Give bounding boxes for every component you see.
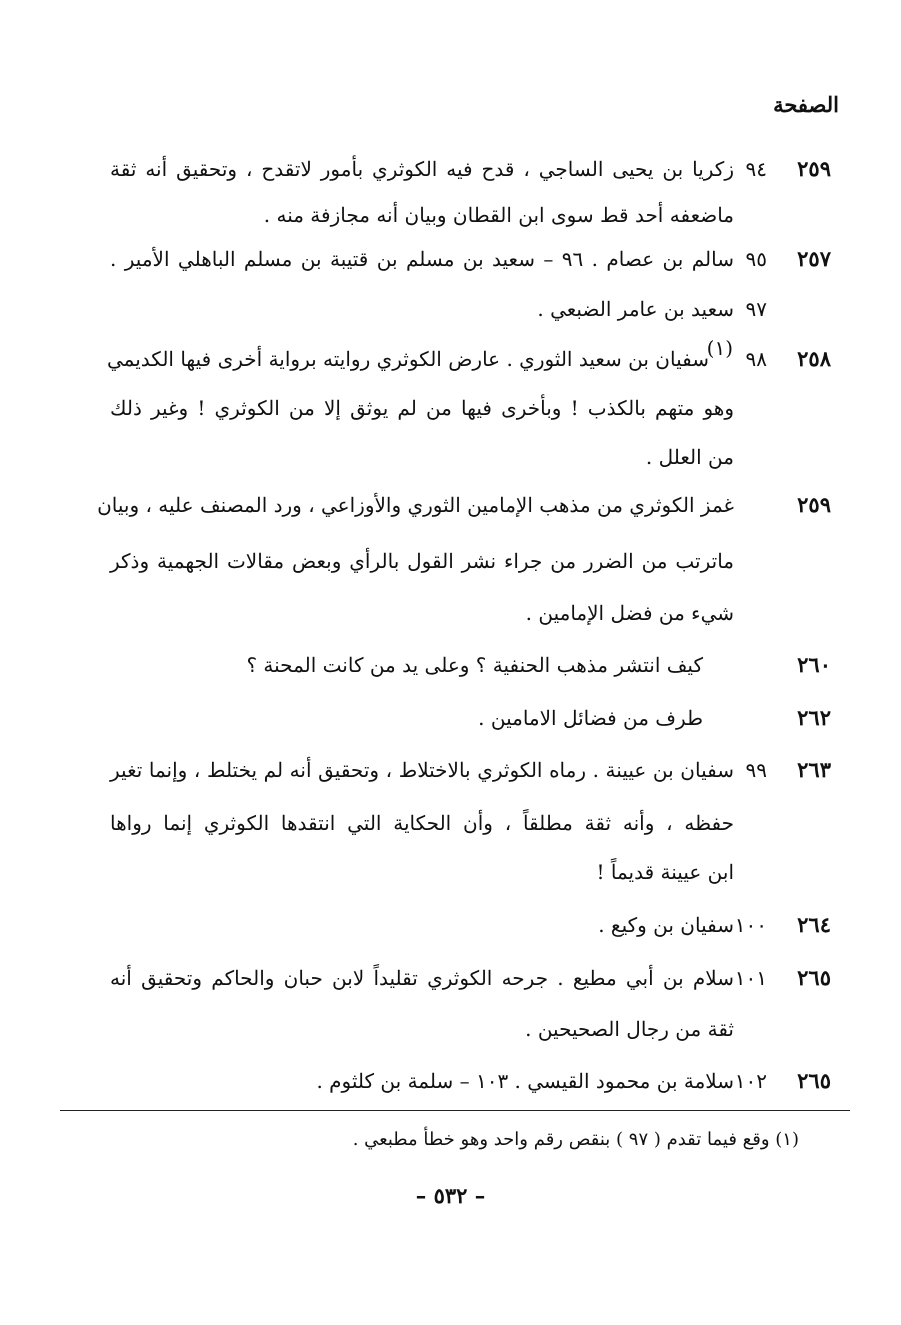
entry-number: ١٠٠ [734, 913, 767, 937]
page-reference: ٢٥٩ [797, 492, 831, 517]
page-column-header: الصفحة [773, 92, 839, 117]
entry-text-line: ابن عيينة قديماً ! [596, 860, 734, 884]
entry-number: ٩٨ [745, 347, 767, 371]
entry-text-line: طرف من فضائل الامامين . [478, 706, 703, 730]
entry-number: ٩٤ [745, 157, 767, 181]
page-reference: ٢٦٤ [797, 912, 831, 937]
page-reference: ٢٦٠ [797, 652, 831, 677]
entry-number: ٩٩ [745, 758, 767, 782]
entry-text-line: سفيان بن عيينة . رماه الكوثري بالاختلاط ، وتحقيق أنه لم يختلط ، وإنما تغير [110, 758, 734, 782]
entry-number: ٩٥ [745, 247, 767, 271]
footnote-divider [60, 1110, 850, 1111]
entry-text-line: سلامة بن محمود القيسي . ١٠٣ – سلمة بن كلثوم . [316, 1069, 734, 1093]
entry-text-line: وهو متهم بالكذب ! وبأخرى فيها من لم يوثق إلا من الكوثري ! وغير ذلك [110, 396, 734, 420]
entry-text-line: ثقة من رجال الصحيحين . [525, 1017, 734, 1041]
entry-text-line: سفيان بن سعيد الثوري . عارض الكوثري روايته برواية أخرى فيها الكديمي [106, 347, 709, 371]
entry-text-line: سالم بن عصام . ٩٦ – سعيد بن مسلم بن قتيبة بن مسلم الباهلي الأمير . [110, 247, 734, 271]
page-reference: ٢٦٢ [797, 705, 831, 730]
page-reference: ٢٦٣ [797, 757, 831, 782]
entry-number: ١٠٢ [734, 1069, 767, 1093]
entry-text-line: سفيان بن وكيع . [598, 913, 734, 937]
footnote: (١) وقع فيما تقدم ( ٩٧ ) بنقص رقم واحد وهو خطأ مطبعي . [352, 1129, 799, 1150]
entry-text-line: شيء من فضل الإمامين . [525, 601, 734, 625]
page-reference: ٢٦٥ [797, 1068, 831, 1093]
entry-number: ١٠١ [734, 966, 767, 990]
entry-text-line: زكريا بن يحيى الساجي ، قدح فيه الكوثري بأمور لاتقدح ، وتحقيق أنه ثقة [110, 157, 734, 181]
entry-text-line: ماضعفه أحد قط سوى ابن القطان وبيان أنه مجازفة منه . [263, 203, 734, 227]
page-reference: ٢٦٥ [797, 965, 831, 990]
page-reference: ٢٥٩ [797, 156, 831, 181]
entry-text-line: سلام بن أبي مطيع . جرحه الكوثري تقليداً لابن حبان والحاكم وتحقيق أنه [110, 966, 734, 990]
entry-text-line: حفظه ، وأنه ثقة مطلقاً ، وأن الحكاية التي انتقدها الكوثري إنما رواها [110, 811, 734, 835]
entry-text-line: كيف انتشر مذهب الحنفية ؟ وعلى يد من كانت المحنة ؟ [246, 653, 703, 677]
footnote-marker: (١) [706, 336, 733, 360]
entry-text-line: سعيد بن عامر الضبعي . [537, 297, 734, 321]
entry-text-line: غمز الكوثري من مذهب الإمامين الثوري والأوزاعي ، ورد المصنف عليه ، وبيان [97, 493, 734, 517]
page-reference: ٢٥٧ [797, 246, 831, 271]
entry-text-line: من العلل . [645, 445, 734, 469]
page-number: – ٥٣٢ – [415, 1183, 486, 1208]
page-reference: ٢٥٨ [797, 346, 831, 371]
entry-number: ٩٧ [745, 297, 767, 321]
entry-text-line: ماترتب من الضرر من جراء نشر القول بالرأي وبعض مقالات الجهمية وذكر [110, 549, 734, 573]
